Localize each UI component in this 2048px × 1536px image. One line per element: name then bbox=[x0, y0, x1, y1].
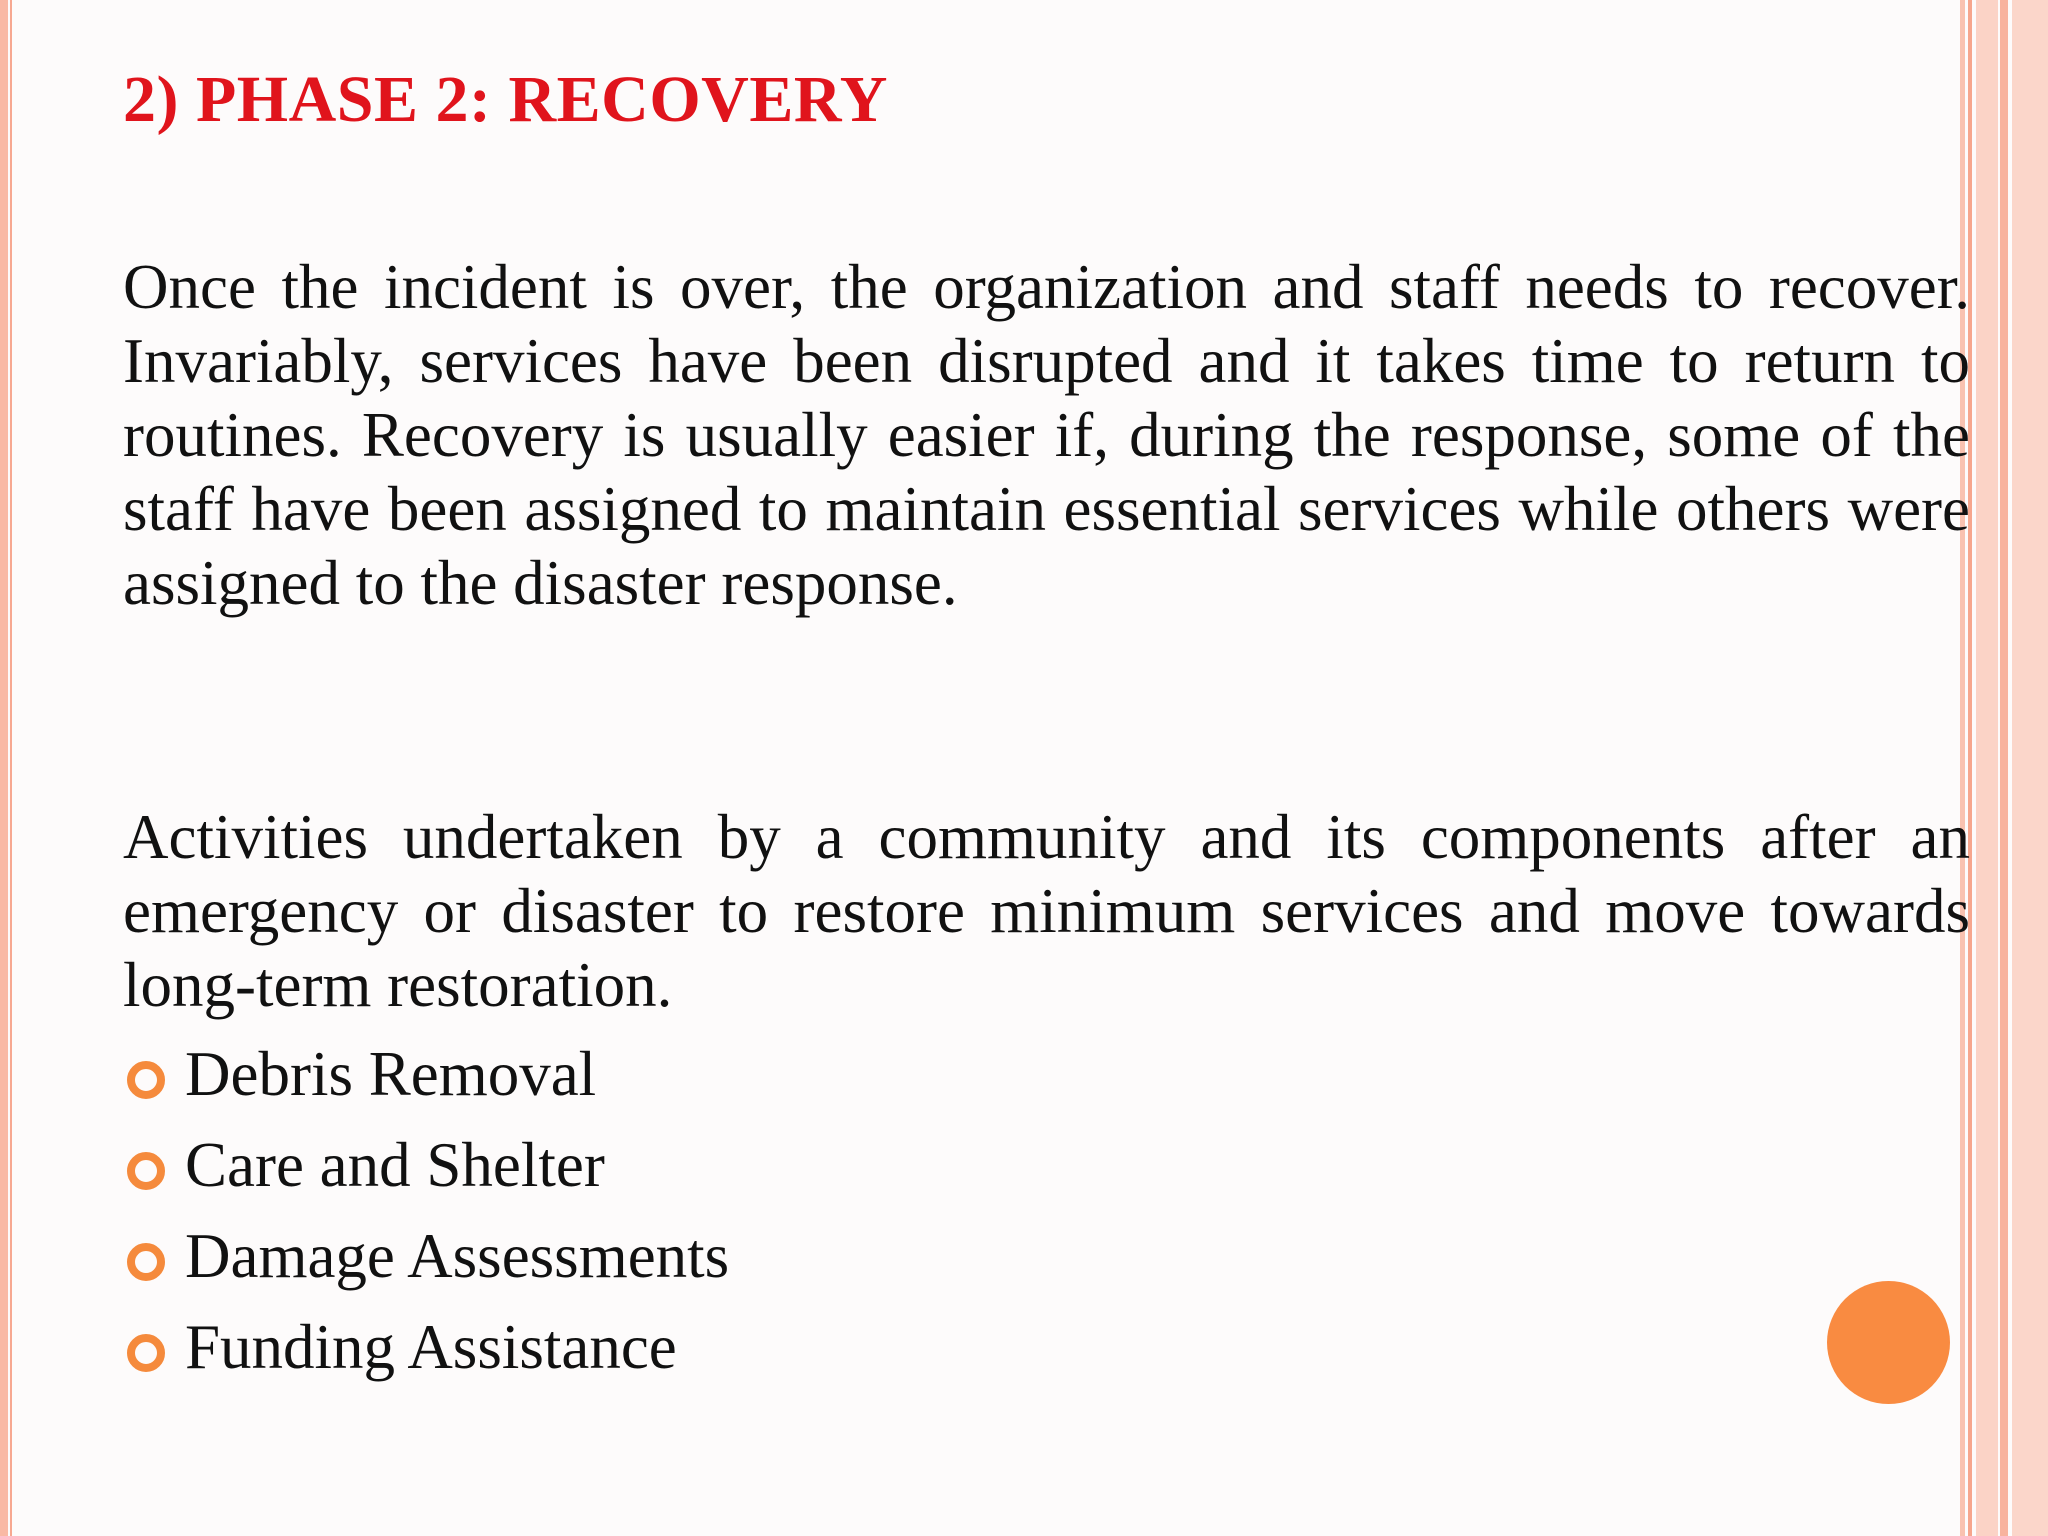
list-item-label: Damage Assessments bbox=[185, 1221, 730, 1291]
decorative-orange-circle bbox=[1827, 1281, 1950, 1404]
right-border-stripe bbox=[1976, 0, 1998, 1536]
slide-title: 2) PHASE 2: RECOVERY bbox=[123, 63, 888, 136]
right-border-line bbox=[1960, 0, 1965, 1536]
right-border-line bbox=[1968, 0, 1972, 1536]
hollow-circle-icon bbox=[127, 1152, 165, 1190]
list-item-label: Funding Assistance bbox=[185, 1312, 677, 1382]
left-border-stripe bbox=[0, 0, 8, 1536]
paragraph-recovery-intro: Once the incident is over, the organization and staff needs to recover. Invariably, services have been disrupted and it takes time to return to routines. Recovery is usually easier if, during the response, some of the staff have been assigned to maintain essential services while others were assigned to the disaster response. bbox=[123, 252, 1970, 618]
right-border-line bbox=[2000, 0, 2008, 1536]
paragraph-recovery-definition: Activities undertaken by a community and its components after an emergency or disaster to restore minimum services and move towards long-term restoration. bbox=[123, 802, 1970, 1020]
hollow-circle-icon bbox=[127, 1061, 165, 1099]
hollow-circle-icon bbox=[127, 1243, 165, 1281]
right-border-stripe bbox=[2012, 0, 2048, 1536]
left-border-line bbox=[10, 0, 12, 1536]
list-item-label: Care and Shelter bbox=[185, 1130, 605, 1200]
hollow-circle-icon bbox=[127, 1334, 165, 1372]
list-item-label: Debris Removal bbox=[185, 1039, 597, 1109]
